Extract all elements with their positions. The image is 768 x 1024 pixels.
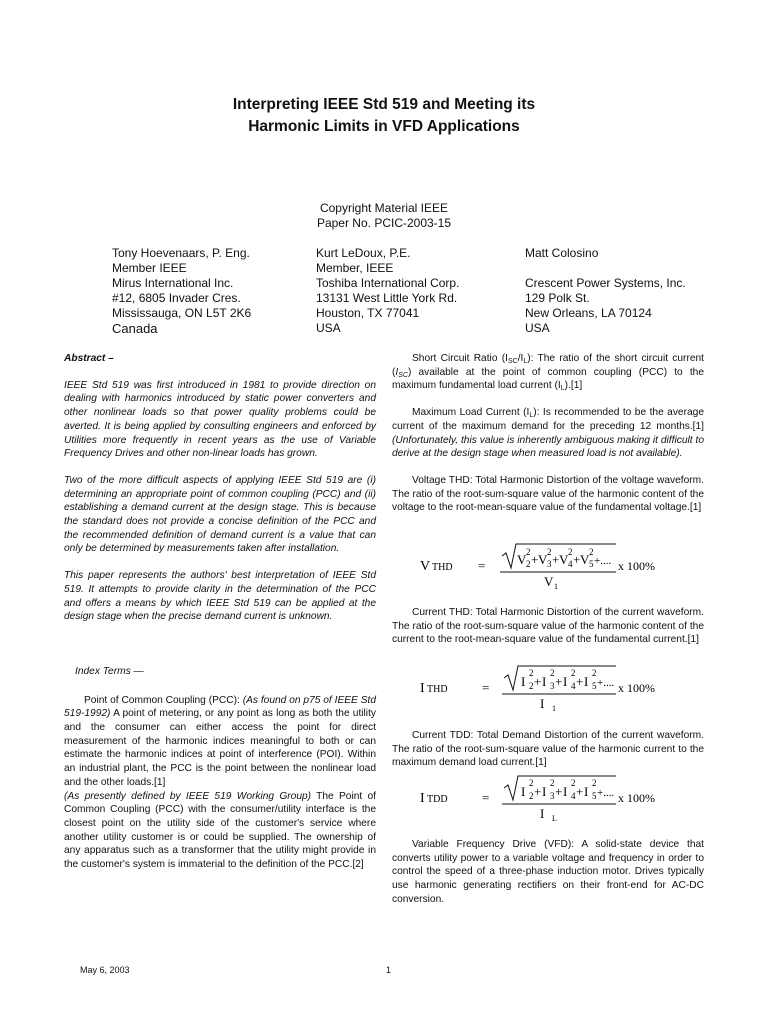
- author-name: Kurt LeDoux, P.E.: [316, 246, 411, 260]
- num-sub: 4: [571, 791, 576, 801]
- num-term: I: [584, 784, 589, 799]
- denominator: I: [540, 806, 545, 821]
- num-sup: 2: [571, 778, 576, 788]
- scr-sub: L: [523, 358, 528, 365]
- num-sup: 2: [592, 778, 597, 788]
- svg-text:+: +: [576, 674, 584, 689]
- copyright-line: Copyright Material IEEE: [319, 201, 449, 215]
- ithd-block: [392, 606, 704, 647]
- paper-title: [0, 94, 768, 138]
- abstract-paragraph-2: Two of the more difficult aspects of applying IEEE Std 519 are (i) determining an appropriate point of common coupling (PCC) and (ii) establishing a demand current at the design stage. This is because the standard does not provide a concise definition of the PCC and the recommended definition of demand current is a value that can only be determined by measurements taken after installation.: [64, 474, 376, 555]
- scr-part: ).[1]: [564, 380, 583, 392]
- numerator: [521, 778, 614, 801]
- num-sub: 3: [547, 559, 552, 569]
- denominator: I: [540, 696, 545, 711]
- formula-lhs-sub: TDD: [427, 794, 448, 805]
- mlc-part: ): Is recommended to be the average current of the maximum demand for the preceding 12 months.[1]: [392, 407, 704, 432]
- right-column: [392, 352, 704, 515]
- formula-lhs: I: [420, 791, 425, 806]
- itdd-formula: [420, 774, 710, 822]
- scr-sub: SC: [507, 358, 518, 365]
- denominator: V: [544, 574, 554, 589]
- author-address: 13131 West Little York Rd.: [316, 291, 458, 305]
- title-line-1: Interpreting IEEE Std 519 and Meeting its: [232, 96, 536, 113]
- svg-text:+: +: [534, 674, 542, 689]
- num-tail: +....: [597, 677, 615, 689]
- pcc-lead: Point of Common Coupling (PCC):: [84, 694, 243, 706]
- scr-definition: [392, 352, 704, 393]
- num-sub: 2: [529, 791, 534, 801]
- numerator: [521, 668, 614, 691]
- formula-equals: =: [482, 790, 490, 805]
- times-100: x 100%: [618, 681, 655, 695]
- vfd-block: [392, 838, 704, 907]
- scr-sub: L: [560, 385, 565, 393]
- ithd-formula-svg: [420, 664, 710, 712]
- times-100: x 100%: [618, 559, 655, 573]
- author-affiliation: Crescent Power Systems, Inc.: [525, 276, 686, 290]
- num-term: I: [563, 674, 568, 689]
- num-sub: 5: [589, 559, 594, 569]
- pcc-definition: [64, 694, 376, 790]
- author-city: Houston, TX 77041: [316, 306, 420, 320]
- mlc-part: Maximum Load Current (I: [412, 407, 530, 419]
- pcc-source-2: (As presently defined by IEEE 519 Working Group): [64, 790, 312, 802]
- svg-text:+: +: [552, 552, 560, 567]
- formula-lhs: I: [420, 681, 425, 696]
- vthd-formula: [420, 542, 710, 590]
- author-address: #12, 6805 Invader Cres.: [112, 291, 241, 305]
- author-membership: Member, IEEE: [316, 261, 394, 275]
- author-country: USA: [525, 321, 550, 335]
- author-city: Mississauga, ON L5T 2K6: [112, 306, 252, 320]
- svg-text:+: +: [531, 552, 539, 567]
- author-name: Tony Hoevenaars, P. Eng.: [112, 246, 250, 260]
- num-sup: 2: [568, 547, 573, 557]
- num-term: V: [517, 552, 527, 567]
- scr-part: I: [395, 366, 399, 378]
- title-line-2: Harmonic Limits in VFD Applications: [248, 118, 520, 135]
- num-sub: 4: [571, 681, 576, 691]
- formula-lhs: V: [420, 559, 431, 574]
- itdd-definition: Current TDD: Total Demand Distortion of the current waveform. The ratio of the root-sum-square value of the harmonic current to the maximum demand load current.[1]: [392, 730, 704, 769]
- num-sup: 2: [592, 668, 597, 678]
- mlc-definition: [392, 406, 704, 461]
- num-term: I: [542, 674, 547, 689]
- num-sub: 3: [550, 791, 555, 801]
- ithd-definition: Current THD: Total Harmonic Distortion of the current waveform. The ratio of the root-sum-square value of the harmonic content of the current to the root-mean-square value of the fundamental current.[1]: [392, 607, 704, 646]
- copyright-block: [0, 201, 768, 231]
- pcc-text-2: The Point of Common Coupling (PCC) with the consumer/utility interface is the closest point on the utility side of the customer's service where another utility customer is or could be supplied. The ownership of any apparatus such as a transformer that the utility might provide in the customer's system is immaterial to the definition of the PCC.[2]: [64, 790, 376, 871]
- vfd-definition: Variable Frequency Drive (VFD): A solid-state device that converts utility power to a variable voltage and frequency in order to control the speed of a three-phase induction motor. Drives typically use harmonic generating rectifiers on their front-end for AC-DC conversion.: [392, 839, 704, 905]
- author-city: New Orleans, LA 70124: [525, 306, 652, 320]
- scr-part: Short Circuit Ratio (I: [412, 353, 508, 364]
- num-term: I: [584, 674, 589, 689]
- svg-text:+: +: [555, 784, 563, 799]
- num-term: V: [538, 552, 548, 567]
- author-name: Matt Colosino: [525, 246, 599, 260]
- pcc-text-1: A point of metering, or any point as long as both the utility and the consumer can either access the point for direct measurement of the harmonic indices meaningful to both or can estimate the harmonic indices at point of interference (POI). Within an industrial plant, the PCC is the point between the nonlinear load and the other loads.[1]: [64, 708, 376, 788]
- pcc-source-1: (As found on p75 of IEEE Std 519-1992): [64, 694, 376, 720]
- abstract-paragraph-3: This paper represents the authors' best interpretation of IEEE Std 519. It attempts to provide clarity in the determination of the PCC and offers a means by which IEEE Std 519 can be applied at the design stage when the precise demand current is unknown.: [64, 570, 376, 623]
- num-sub: 2: [529, 681, 534, 691]
- num-sub: 3: [550, 681, 555, 691]
- num-sup: 2: [589, 547, 594, 557]
- formula-lhs-sub: THD: [427, 684, 448, 695]
- paper-number: Paper No. PCIC-2003-15: [316, 216, 452, 230]
- author-affiliation: Toshiba International Corp.: [316, 276, 460, 290]
- page-number: 1: [386, 965, 392, 975]
- denominator-sub: L: [552, 814, 557, 823]
- num-sup: 2: [529, 668, 534, 678]
- num-tail: +....: [594, 555, 612, 567]
- author-membership: Member IEEE: [112, 261, 187, 275]
- author-blank-line: [525, 261, 686, 276]
- denominator-sub: 1: [552, 704, 556, 713]
- svg-text:+: +: [573, 552, 581, 567]
- author-country: Canada: [112, 321, 158, 336]
- num-sup: 2: [550, 778, 555, 788]
- mlc-note: (Unfortunately, this value is inherently ambiguous making it difficult to derive at the design stage when measured load is not available).: [392, 434, 704, 460]
- num-sub: 5: [592, 681, 597, 691]
- abstract-heading: Abstract –: [64, 353, 114, 364]
- num-term: I: [542, 784, 547, 799]
- formula-equals: =: [478, 558, 486, 573]
- scr-part: /I: [517, 353, 524, 364]
- footer-date: May 6, 2003: [80, 965, 130, 975]
- left-column: [64, 352, 376, 872]
- itdd-block: [392, 729, 704, 770]
- author-1: [112, 246, 251, 336]
- abstract-paragraph-1: IEEE Std 519 was first introduced in 1981 to provide direction on dealing with harmonics introduced by static power converters and other nonlinear loads so that power quality problems could be averted. It is being applied by consulting engineers and enforced by Utilities more frequently in recent years as the use of Variable Frequency Drives and other non-linear loads has grown.: [64, 379, 376, 460]
- num-sub: 4: [568, 559, 573, 569]
- ithd-formula: [420, 664, 710, 712]
- num-term: I: [521, 674, 526, 689]
- numerator: [517, 547, 611, 569]
- num-term: V: [580, 552, 590, 567]
- formula-lhs-sub: THD: [432, 562, 453, 573]
- svg-text:+: +: [555, 674, 563, 689]
- num-sup: 2: [571, 668, 576, 678]
- mlc-sub: L: [529, 412, 534, 420]
- vthd-definition: Voltage THD: Total Harmonic Distortion of the voltage waveform. The ratio of the root-sum-square value of the harmonic content of the voltage to the root-mean-square value of the fundamental voltage.[1]: [392, 474, 704, 514]
- scr-part: ) available at the point of common coupling (PCC) to the maximum fundamental load current (I: [392, 366, 704, 392]
- num-sub: 2: [526, 559, 531, 569]
- scr-sub: SC: [398, 371, 408, 379]
- num-term: I: [521, 784, 526, 799]
- scr-part: ): The ratio of the short circuit current (: [392, 353, 704, 378]
- author-affiliation: Mirus International Inc.: [112, 276, 234, 290]
- formula-equals: =: [482, 680, 490, 695]
- num-term: V: [559, 552, 569, 567]
- author-2: [316, 246, 459, 336]
- num-tail: +....: [597, 787, 615, 799]
- num-sup: 2: [547, 547, 552, 557]
- num-sub: 5: [592, 791, 597, 801]
- pcc-definition-2: [64, 790, 376, 872]
- svg-text:+: +: [534, 784, 542, 799]
- num-sup: 2: [529, 778, 534, 788]
- num-term: I: [563, 784, 568, 799]
- svg-text:+: +: [576, 784, 584, 799]
- num-sup: 2: [550, 668, 555, 678]
- author-3: [525, 246, 686, 336]
- author-country: USA: [316, 321, 341, 335]
- num-sup: 2: [526, 547, 531, 557]
- author-address: 129 Polk St.: [525, 291, 590, 305]
- denominator-sub: 1: [554, 582, 558, 591]
- index-terms: Index Terms —: [75, 665, 144, 677]
- itdd-formula-svg: [420, 774, 710, 822]
- times-100: x 100%: [618, 791, 655, 805]
- vthd-formula-svg: [420, 542, 710, 590]
